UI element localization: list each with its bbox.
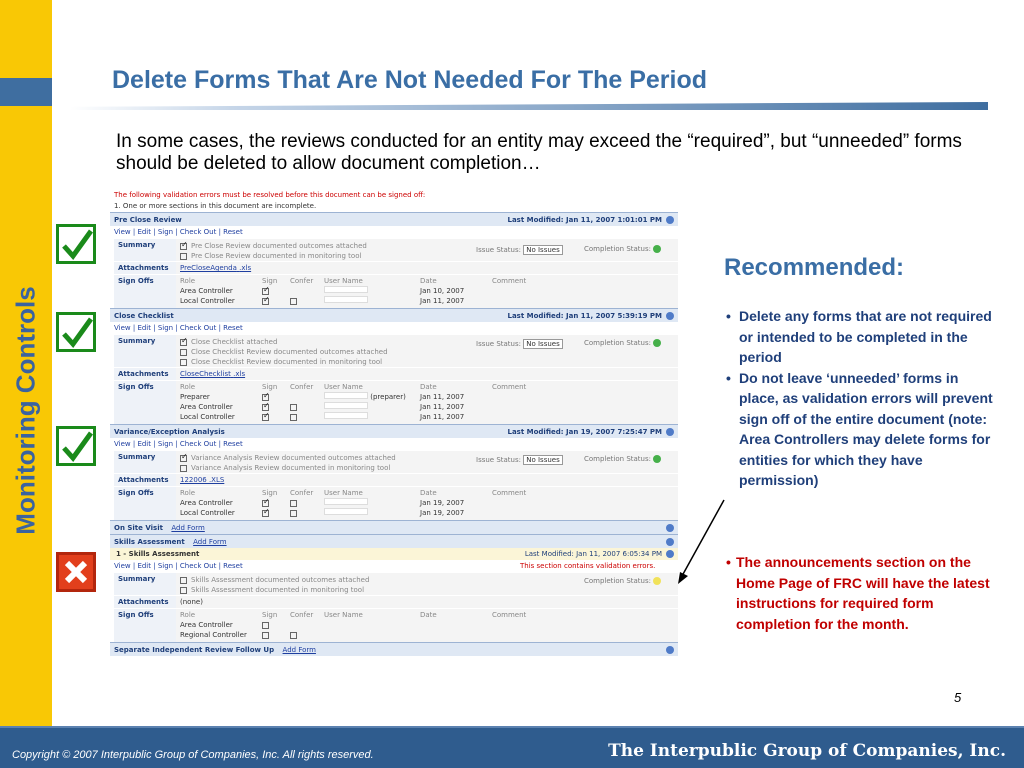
view-link[interactable]: View [114, 228, 131, 236]
sign-link[interactable]: Sign [157, 228, 174, 236]
summary-checkbox[interactable] [180, 243, 187, 250]
add-form-link[interactable]: Add Form [171, 524, 205, 532]
cross-icon [56, 552, 96, 592]
add-form-link[interactable]: Add Form [282, 646, 316, 654]
section-actions: View | Edit | Sign | Check Out | Reset This section contains validation errors. [114, 562, 656, 570]
section-on-site-visit: On Site Visit Add Form [110, 520, 678, 534]
signoffs-row: Sign Offs Role Sign Confer User Name Date Comment Preparer ✓ (preparer) Jan 11, 2007 Area Controller ✓ Jan 11, 2007 Local Controller ✓ Jan 11, 2007 [114, 381, 678, 424]
add-form-link[interactable]: Add Form [193, 538, 227, 546]
company-name: The Interpublic Group of Companies, Inc. [608, 741, 1006, 761]
status-complete-icon [653, 339, 661, 347]
intro-text: In some cases, the reviews conducted for an entity may exceed the “required”, but “unneeded” forms should be deleted to allow document completion… [116, 131, 962, 174]
status-incomplete-icon [653, 577, 661, 585]
checkout-link[interactable]: Check Out [179, 228, 217, 236]
reset-link[interactable]: Reset [223, 562, 243, 570]
section-separate-review: Separate Independent Review Follow Up Add Form [110, 642, 678, 656]
recommendation-item: • Do not leave ‘unneeded’ forms in place, as validation errors will prevent sign off of the entire document (note: Area Controllers may delete forms for entities for which they have permission) [726, 368, 994, 491]
attachments-row: Attachments PreCloseAgenda .xls [114, 262, 678, 274]
check-icon [56, 426, 96, 466]
summary-row: Summary ✓ Close Checklist attached Close Checklist Review documented outcomes attached Close Checklist Review documented in monitoring tool Issue Status: No Issues Completion Status: [114, 335, 678, 367]
attachment-link[interactable]: CloseChecklist .xls [180, 370, 246, 378]
validation-error-item: 1. One or more sections in this document are incomplete. [114, 202, 317, 210]
help-icon[interactable] [666, 538, 674, 546]
reset-link[interactable]: Reset [223, 324, 243, 332]
edit-link[interactable]: Edit [137, 228, 151, 236]
sign-link[interactable]: Sign [157, 324, 174, 332]
signoffs-row: Sign Offs Role Sign Confer User Name Date Comment Area Controller Regional Controller [114, 609, 678, 642]
validation-error-header: The following validation errors must be resolved before this document can be signed off: [114, 191, 426, 199]
section-actions: View | Edit | Sign | Check Out | Reset [114, 440, 243, 448]
view-link[interactable]: View [114, 440, 131, 448]
help-icon[interactable] [666, 312, 674, 320]
checkout-link[interactable]: Check Out [179, 324, 217, 332]
title-rule [70, 102, 988, 110]
footer [0, 726, 1024, 768]
reset-link[interactable]: Reset [223, 440, 243, 448]
recommended-heading: Recommended: [724, 254, 905, 281]
slide-title: Delete Forms That Are Not Needed For The Period [112, 66, 708, 94]
page-number: 5 [954, 690, 962, 705]
summary-row: Summary ✓ Pre Close Review documented outcomes attached Pre Close Review documented in monitoring tool Issue Status: No Issues Completion Status: [114, 239, 678, 261]
summary-checkbox[interactable] [180, 253, 187, 260]
sidebar-title: Monitoring Controls [10, 285, 41, 535]
status-complete-icon [653, 455, 661, 463]
view-link[interactable]: View [114, 562, 131, 570]
help-icon[interactable] [666, 524, 674, 532]
skills-subsection: 1 - Skills Assessment Last Modified: Jan 11, 2007 6:05:34 PM [110, 548, 678, 560]
sign-link[interactable]: Sign [157, 562, 174, 570]
document-screenshot [110, 190, 678, 682]
help-icon[interactable] [666, 216, 674, 224]
recommendation-list [726, 306, 994, 491]
view-link[interactable]: View [114, 324, 131, 332]
checkout-link[interactable]: Check Out [179, 562, 217, 570]
check-icon [56, 224, 96, 264]
attachment-link[interactable]: PreCloseAgenda .xls [180, 264, 252, 272]
help-icon[interactable] [666, 428, 674, 436]
attachments-row: Attachments (none) [114, 596, 678, 608]
edit-link[interactable]: Edit [137, 562, 151, 570]
sidebar-band [0, 0, 52, 726]
signoffs-row: Sign Offs Role Sign Confer User Name Date Comment Area Controller ✓ Jan 10, 2007 Local Controller ✓ Jan 11, 2007 [114, 275, 678, 308]
reset-link[interactable]: Reset [223, 228, 243, 236]
signoffs-row: Sign Offs Role Sign Confer User Name Date Comment Area Controller ✓ Jan 19, 2007 Local Controller ✓ Jan 19, 2007 [114, 487, 678, 520]
summary-row: Summary ✓ Variance Analysis Review documented outcomes attached Variance Analysis Review documented in monitoring tool Issue Status: No Issues Completion Status: [114, 451, 678, 473]
attachments-row: Attachments 122006 .XLS [114, 474, 678, 486]
sign-link[interactable]: Sign [157, 440, 174, 448]
edit-link[interactable]: Edit [137, 324, 151, 332]
section-close-checklist: Close Checklist Last Modified: Jan 11, 2007 5:39:19 PM [110, 308, 678, 322]
announcement-note: • The announcements section on the Home Page of FRC will have the latest instructions for required form completion for the month. [726, 552, 990, 634]
status-complete-icon [653, 245, 661, 253]
section-actions: View | Edit | Sign | Check Out | Reset [114, 228, 243, 236]
help-icon[interactable] [666, 550, 674, 558]
copyright: Copyright © 2007 Interpublic Group of Companies, Inc. All rights reserved. [12, 749, 374, 761]
sidebar-tab [0, 78, 52, 106]
attachment-link[interactable]: 122006 .XLS [180, 476, 225, 484]
checkout-link[interactable]: Check Out [179, 440, 217, 448]
attachments-row: Attachments CloseChecklist .xls [114, 368, 678, 380]
validation-error-note: This section contains validation errors. [520, 562, 656, 570]
check-icon [56, 312, 96, 352]
help-icon[interactable] [666, 646, 674, 654]
section-variance-analysis: Variance/Exception Analysis Last Modified: Jan 19, 2007 7:25:47 PM [110, 424, 678, 438]
section-skills-assessment: Skills Assessment Add Form [110, 534, 678, 548]
section-actions: View | Edit | Sign | Check Out | Reset [114, 324, 243, 332]
edit-link[interactable]: Edit [137, 440, 151, 448]
summary-row: Summary Skills Assessment documented outcomes attached Skills Assessment documented in monitoring tool Completion Status: [114, 573, 678, 595]
recommendation-item: • Delete any forms that are not required or intended to be completed in the period [726, 306, 994, 368]
section-pre-close-review: Pre Close Review Last Modified: Jan 11, 2007 1:01:01 PM [110, 212, 678, 226]
